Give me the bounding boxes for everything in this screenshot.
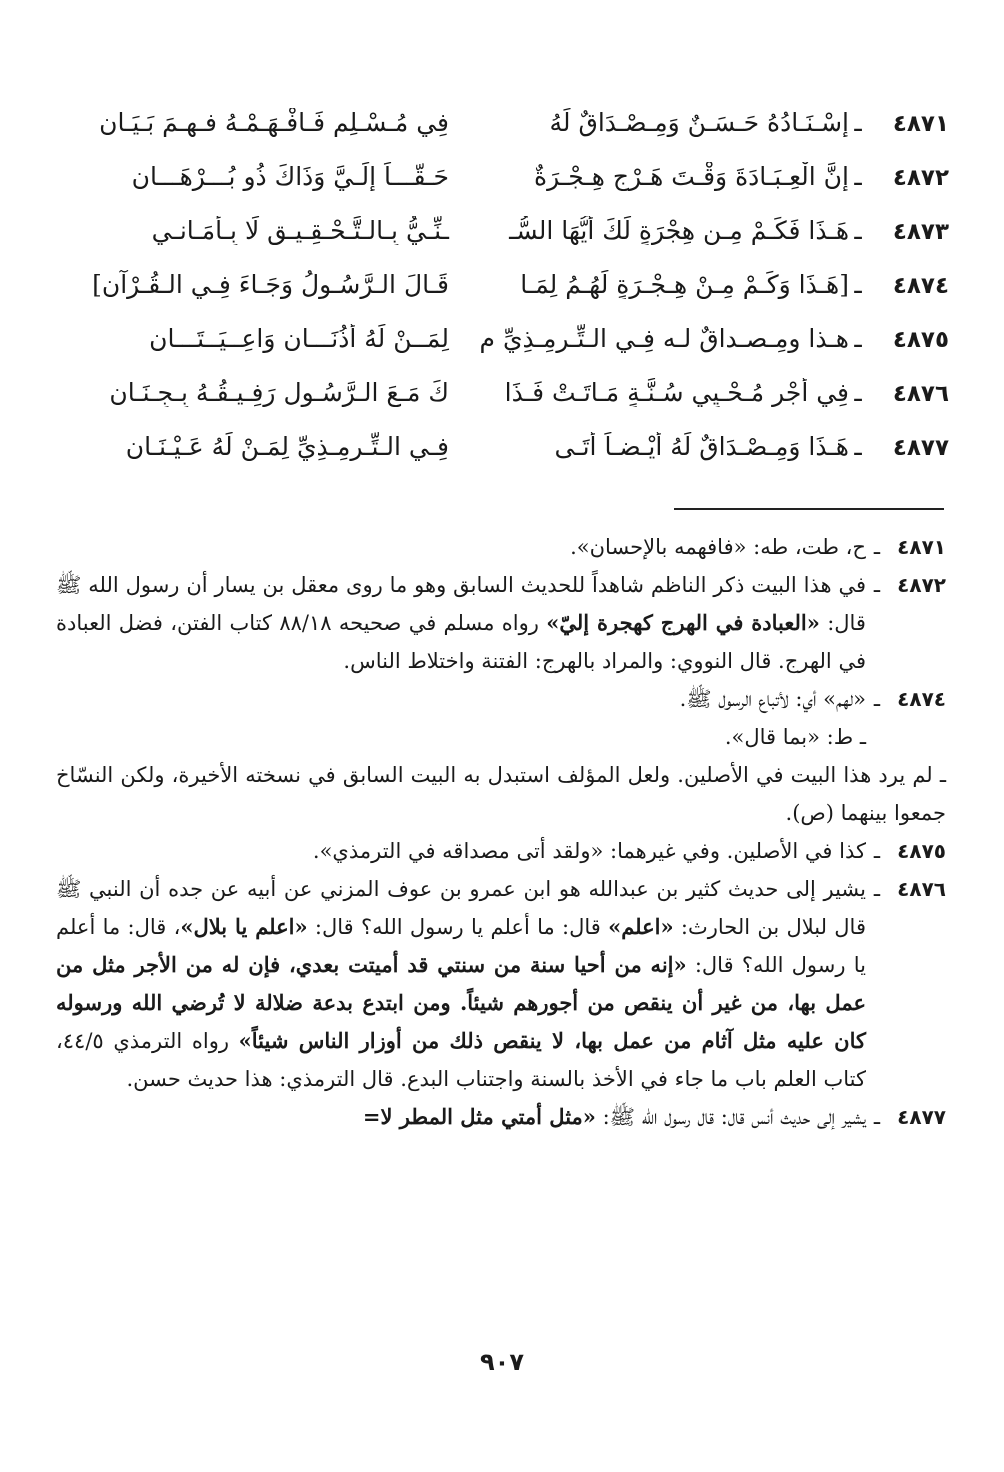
verse-dash: ـ xyxy=(854,324,862,353)
verse-first-hemistich: إنَّ الْعِـبَـادَةَ وَقْـتَ هَـرْجٍ هِـجْـرَةٌ xyxy=(534,162,849,191)
verse-4875 xyxy=(49,324,949,378)
verse-first-hemistich: [هَـذَا وَكَـمْ مِـنْ هِـجْـرَةٍ لَهُـمُ لِمَـا xyxy=(520,270,849,299)
verse-second-hemistich: لِمَــنْ لَهُ أُذُنَـــانِ وَاعِــيَــتَـــانِ xyxy=(149,324,449,353)
footnote-text-part: قال: ما أعلم يا رسول الله؟ قال: xyxy=(307,915,609,939)
footnote-number: ٤٨٧٥ xyxy=(897,839,946,863)
verse-number: ٤٨٧٣ xyxy=(892,219,949,245)
verse-first-hemistich: هَـذَا فَكَـمْ مِـن هِجْرَةٍ لَكَ أيُّهَا السُّـ xyxy=(509,216,849,245)
verse-4872 xyxy=(49,162,949,216)
verse-second-hemistich: ـنِّـيُّ بِـالـتَّـحْـقِـيـقِ لَا بِـأَمَـانـي xyxy=(151,216,449,245)
hadith-quote: «العبادة في الهرج كهجرة إليّ» xyxy=(546,610,820,635)
footnote-number: ٤٨٧٢ xyxy=(897,573,946,597)
footnote-text: «لهم» أي: لأتباع الرسول ﷺ. xyxy=(679,687,866,711)
footnote-text-part: يشير إلى حديث كثير بن عبدالله هو ابن عمرو بن عوف المزني عن أبيه عن جده أن النبي ﷺ قال لبلال بن الحارث: xyxy=(56,877,866,939)
verse-4873 xyxy=(49,216,949,270)
footnote-4874-remark xyxy=(56,756,946,832)
verse-second-hemistich: فِـي الـتِّـرمِـذِيِّ لِمَـنْ لَهُ عَـيْـنَـانِ xyxy=(125,432,449,461)
verse-first-hemistich: هَـذَا وَمِـصْـدَاقٌ لَهُ أيْـضـاً أتَـى xyxy=(554,432,849,461)
footnote-text-part: ، قال: ما أعلم يا رسول الله؟ قال: xyxy=(56,915,866,977)
poem-verses xyxy=(49,108,949,486)
verse-dash: ـ xyxy=(854,162,862,191)
footnote-dash: ـ xyxy=(873,1105,881,1129)
footnote-4876 xyxy=(56,870,946,1098)
verse-number: ٤٨٧٢ xyxy=(892,165,949,191)
footnote-text-part: رواه الترمذي ٤٤/٥، كتاب العلم باب ما جاء في الأخذ بالسنة واجتناب البدع. قال الترمذي: هذا حديث حسن. xyxy=(56,1029,866,1091)
verse-number: ٤٨٧٦ xyxy=(892,381,949,407)
footnote-text: ح، طت، طه: «فافهمه بالإحسان». xyxy=(570,535,866,559)
verse-second-hemistich: كَ مَـعَ الـرَّسُـولِ رَفِـيـقُـهُ بِـجِـنَـانِ xyxy=(109,378,449,407)
footnote-number: ٤٨٧٤ xyxy=(897,687,946,711)
verse-number: ٤٨٧١ xyxy=(892,111,949,137)
footnote-number: ٤٨٧٧ xyxy=(897,1105,946,1129)
hadith-quote: «مثل أمتي مثل المطر لا= xyxy=(362,1104,596,1129)
footnote-divider xyxy=(674,508,944,510)
footnote-text-part: رواه مسلم في صحيحه ٨٨/١٨ كتاب الفتن، فضل العبادة في الهرج. قال النووي: والمراد بالهرج: الفتنة واختلاط الناس. xyxy=(56,611,866,673)
footnote-text: ـ لم يرد هذا البيت في الأصلين. ولعل المؤلف استبدل به البيت السابق في نسخته الأخيرة، ولكن النسّاخ جمعوا بينهما (ص). xyxy=(56,763,946,825)
verse-4876 xyxy=(49,378,949,432)
footnote-number: ٤٨٧٦ xyxy=(897,877,946,901)
page-number: ٩٠٧ xyxy=(480,1348,524,1376)
verse-first-hemistich: إسْـنَـادُهُ حَـسَـنٌ وَمِـصْـدَاقٌ لَهُ xyxy=(549,108,849,137)
footnotes xyxy=(56,528,946,1136)
footnote-text: كذا في الأصلين. وفي غيرهما: «ولقد أتى مصداقه في الترمذي». xyxy=(312,839,866,863)
verse-dash: ـ xyxy=(854,432,862,461)
footnote-4874 xyxy=(56,680,946,718)
verse-4874 xyxy=(49,270,949,324)
footnote-4872 xyxy=(56,566,946,680)
hadith-quote: «اعلم يا بلال» xyxy=(180,914,308,939)
footnote-dash: ـ xyxy=(873,877,881,901)
footnote-text xyxy=(56,566,866,680)
footnote-dash: ـ xyxy=(873,573,881,597)
verse-second-hemistich: قَـالَ الـرَّسُـولُ وَجَـاءَ فِـي الـقُـرْآنِ] xyxy=(92,270,449,299)
footnote-4871 xyxy=(56,528,946,566)
footnote-text xyxy=(56,1098,866,1136)
verse-4871 xyxy=(49,108,949,162)
verse-number: ٤٨٧٧ xyxy=(892,435,949,461)
footnote-dash: ـ xyxy=(873,535,881,559)
verse-second-hemistich: حَـقّـــاً إلَـيَّ وَذَاكَ ذُو بُـــرْهَـــانِ xyxy=(131,162,449,191)
footnote-4875 xyxy=(56,832,946,870)
verse-dash: ـ xyxy=(854,216,862,245)
footnote-dash: ـ xyxy=(873,839,881,863)
verse-number: ٤٨٧٤ xyxy=(892,273,949,299)
footnote-text xyxy=(56,870,866,1098)
footnote-dash: ـ xyxy=(873,687,881,711)
footnote-text-part: في هذا البيت ذكر الناظم شاهداً للحديث السابق وهو ما روى معقل بن يسار أن رسول الله ﷺ قال: xyxy=(56,573,866,635)
verse-dash: ـ xyxy=(854,270,862,299)
verse-dash: ـ xyxy=(854,378,862,407)
footnote-4874-variant: ـ ط: «بما قال». xyxy=(724,725,866,749)
hadith-quote: «إنه من أحيا سنة من سنتي قد أميتت بعدي، فإن له من الأجر مثل من عمل بها، من غير أن ينقص من أجورهم شيئاً. ومن ابتدع بدعة ضلالة لا تُرضي الله ورسوله كان عليه مثل آثام من عمل بها، لا ينقص ذلك من أوزار الناس شيئاً» xyxy=(56,952,866,1053)
verse-second-hemistich: فِي مُـسْـلِمٍ فَـافْـهَـمْـهُ فـهـمَ بَـيَـانِ xyxy=(99,108,449,137)
verse-first-hemistich: فِي أجْرِ مُـحْـيِي سُـنَّـةٍ مَـاتَـتْ فَـذَا xyxy=(504,378,849,407)
verse-dash: ـ xyxy=(854,108,862,137)
hadith-quote: «اعلم» xyxy=(608,914,674,939)
verse-number: ٤٨٧٥ xyxy=(892,327,949,353)
verse-4877 xyxy=(49,432,949,486)
verse-first-hemistich: هـذا ومِـصـداقٌ لـه فِـي الـتِّـرمِـذِيِّ م xyxy=(479,324,849,353)
footnote-number: ٤٨٧١ xyxy=(897,535,946,559)
footnote-text-part: يشير إلى حديث أنس قال: قال رسول الله ﷺ: xyxy=(595,1105,866,1129)
footnote-4877 xyxy=(56,1098,946,1136)
